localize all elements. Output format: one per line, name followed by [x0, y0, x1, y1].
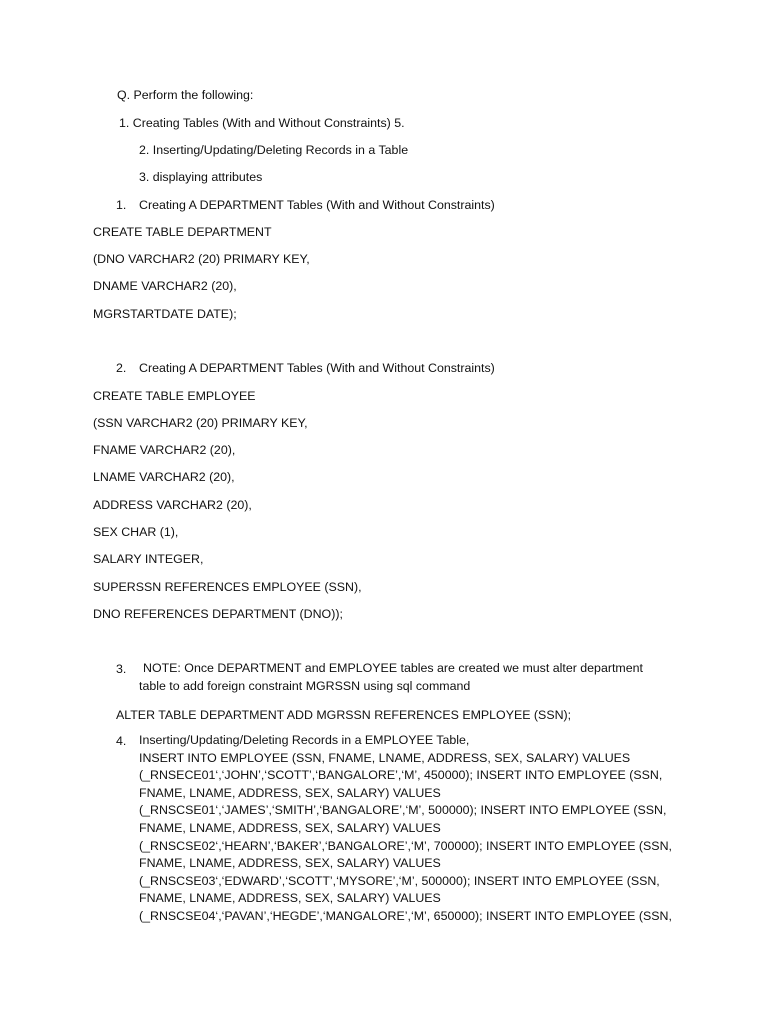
code-line: SUPERSSN REFERENCES EMPLOYEE (SSN), [93, 580, 362, 594]
section-1-number: 1. [116, 198, 127, 212]
insert-line: (_RNSCSE04‘,‘PAVAN’,‘HEGDE’,‘MANGALORE’,‘M’, 650000); INSERT INTO EMPLOYEE (SSN, [139, 908, 672, 923]
section-3-note [139, 660, 643, 695]
section-3-number: 3. [116, 662, 127, 676]
question-item-3: 3. displaying attributes [139, 170, 263, 184]
code-line: DNAME VARCHAR2 (20), [93, 279, 237, 293]
code-line: CREATE TABLE EMPLOYEE [93, 389, 256, 403]
code-line: (SSN VARCHAR2 (20) PRIMARY KEY, [93, 416, 308, 430]
section-1-heading: Creating A DEPARTMENT Tables (With and Without Constraints) [139, 198, 495, 212]
section-4-body [139, 732, 672, 926]
note-line: NOTE: Once DEPARTMENT and EMPLOYEE tables are created we must alter department [143, 661, 643, 675]
section-2-heading: Creating A DEPARTMENT Tables (With and Without Constraints) [139, 361, 495, 375]
insert-line: (_RNSCSE03‘,‘EDWARD’,‘SCOTT’,‘MYSORE’,‘M’, 500000); INSERT INTO EMPLOYEE (SSN, [139, 873, 660, 888]
note-line: table to add foreign constraint MGRSSN using sql command [139, 678, 471, 693]
question-title: Q. Perform the following: [117, 88, 254, 102]
insert-line: FNAME, LNAME, ADDRESS, SEX, SALARY) VALUES [139, 820, 441, 835]
question-item-1: 1. Creating Tables (With and Without Constraints) 5. [119, 116, 405, 130]
section-2-number: 2. [116, 361, 127, 375]
code-line: FNAME VARCHAR2 (20), [93, 443, 236, 457]
insert-line: (_RNSCSE01‘,‘JAMES’,‘SMITH’,‘BANGALORE’,‘M’, 500000); INSERT INTO EMPLOYEE (SSN, [139, 803, 667, 818]
insert-line: FNAME, LNAME, ADDRESS, SEX, SALARY) VALUES [139, 785, 441, 800]
code-line: DNO REFERENCES DEPARTMENT (DNO)); [93, 607, 343, 621]
question-item-2: 2. Inserting/Updating/Deleting Records in a Table [139, 143, 409, 157]
code-line: SALARY INTEGER, [93, 552, 204, 566]
code-line: SEX CHAR (1), [93, 525, 179, 539]
insert-line: (_RNSCSE02‘,‘HEARN’,‘BAKER’,‘BANGALORE’,‘M’, 700000); INSERT INTO EMPLOYEE (SSN, [139, 838, 672, 853]
code-line: ADDRESS VARCHAR2 (20), [93, 498, 252, 512]
code-line: (DNO VARCHAR2 (20) PRIMARY KEY, [93, 252, 310, 266]
insert-line: FNAME, LNAME, ADDRESS, SEX, SALARY) VALUES [139, 891, 441, 906]
code-line: MGRSTARTDATE DATE); [93, 307, 237, 321]
code-line: LNAME VARCHAR2 (20), [93, 470, 235, 484]
code-line: CREATE TABLE DEPARTMENT [93, 225, 272, 239]
insert-line: INSERT INTO EMPLOYEE (SSN, FNAME, LNAME, ADDRESS, SEX, SALARY) VALUES [139, 750, 631, 765]
insert-line: (_RNSECE01‘,‘JOHN’,‘SCOTT’,‘BANGALORE’,‘M’, 450000); INSERT INTO EMPLOYEE (SSN, [139, 768, 663, 783]
section-4-number: 4. [116, 734, 127, 748]
insert-line: FNAME, LNAME, ADDRESS, SEX, SALARY) VALUES [139, 856, 441, 871]
alter-command: ALTER TABLE DEPARTMENT ADD MGRSSN REFERENCES EMPLOYEE (SSN); [116, 708, 572, 722]
insert-line: Inserting/Updating/Deleting Records in a EMPLOYEE Table, [139, 733, 470, 747]
